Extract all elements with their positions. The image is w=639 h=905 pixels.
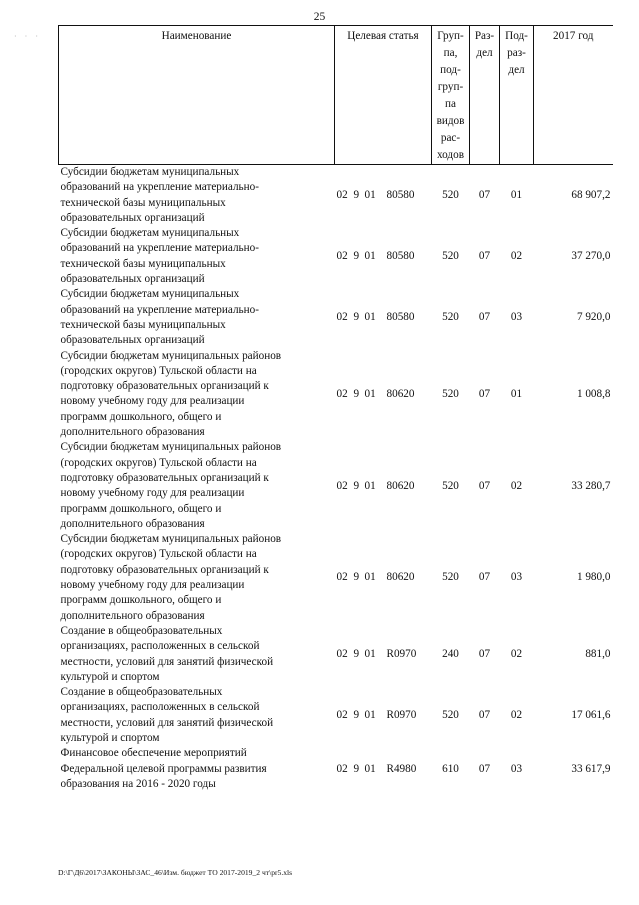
- row-target-article: [335, 685, 432, 746]
- row-section: 07: [478, 311, 491, 324]
- target-article-part: 01: [364, 188, 376, 201]
- row-name-line: подготовку образовательных организаций к: [60, 471, 269, 484]
- row-group: 240: [442, 647, 459, 660]
- row-subsection: 02: [510, 479, 523, 492]
- row-name-line: Субсидии бюджетам муниципальных районов: [60, 349, 282, 362]
- subsection-line: Под-: [505, 30, 528, 42]
- row-name-line: технической базы муниципальных: [60, 257, 226, 270]
- table-row: [59, 532, 613, 624]
- target-article-part: 01: [364, 479, 376, 492]
- row-name: [59, 685, 335, 746]
- row-name-line: новому учебному году для реализации: [60, 395, 245, 408]
- row-name-line: (городских округов) Тульской области на: [60, 456, 257, 469]
- row-section: 07: [478, 647, 491, 660]
- target-article-part: 01: [364, 709, 376, 722]
- group-line: па,: [443, 47, 458, 59]
- row-name: [59, 624, 335, 685]
- target-article-part: 80620: [386, 479, 415, 492]
- header-name: Наименование: [59, 26, 335, 165]
- row-name-line: образований на укрепление материально-: [60, 181, 259, 194]
- table-row: [59, 349, 613, 441]
- row-section: 07: [478, 709, 491, 722]
- header-group: [432, 26, 470, 165]
- row-name: [59, 532, 335, 624]
- target-article-part: R0970: [386, 709, 417, 722]
- row-amount: 7 920,0: [576, 311, 611, 324]
- row-name-line: подготовку образовательных организаций к: [60, 380, 269, 393]
- target-article-part: 02: [336, 647, 348, 660]
- target-article-part: 01: [364, 311, 376, 324]
- row-section: 07: [478, 571, 491, 584]
- row-name-line: новому учебному году для реализации: [60, 487, 245, 500]
- row-group: 520: [442, 188, 459, 201]
- row-name-line: организациях, расположенных в сельской: [60, 701, 260, 714]
- row-name-line: образования на 2016 - 2020 годы: [60, 777, 216, 790]
- budget-table: [58, 25, 613, 792]
- target-article-part: 80620: [386, 571, 415, 584]
- row-target-article: [335, 165, 432, 227]
- row-target-article: [335, 226, 432, 287]
- row-name-line: образований на укрепление материально-: [60, 242, 259, 255]
- target-article-part: 9: [353, 387, 360, 400]
- row-name-line: программ дошкольного, общего и: [60, 502, 222, 515]
- table-row: [59, 624, 613, 685]
- row-subsection: 03: [510, 762, 523, 775]
- row-name-line: (городских округов) Тульской области на: [60, 364, 257, 377]
- target-article-part: 02: [336, 709, 348, 722]
- subsection-line: раз-: [507, 47, 526, 59]
- target-article-part: 01: [364, 762, 376, 775]
- target-article-part: 02: [336, 571, 348, 584]
- subsection-line: дел: [508, 64, 525, 76]
- row-name-line: программ дошкольного, общего и: [60, 410, 222, 423]
- row-target-article: [335, 440, 432, 532]
- target-article-part: 9: [353, 188, 360, 201]
- row-section: 07: [478, 250, 491, 263]
- table-row: [59, 685, 613, 746]
- group-line: Груп-: [437, 30, 464, 42]
- row-subsection: 03: [510, 571, 523, 584]
- row-name: [59, 746, 335, 792]
- row-name-line: культурой и спортом: [60, 670, 160, 683]
- row-name-line: культурой и спортом: [60, 731, 160, 744]
- target-article-part: 02: [336, 188, 348, 201]
- target-article-part: 9: [353, 647, 360, 660]
- table-row: [59, 440, 613, 532]
- row-section: 07: [478, 762, 491, 775]
- row-section: 07: [478, 387, 491, 400]
- file-path-footer: D:\Г\Д6\2017\ЗАКОНЫ\ЗАС_46\Изм. бюджет ТО 2017-2019_2 чт\pr5.xls: [58, 868, 293, 877]
- row-name-line: Субсидии бюджетам муниципальных: [60, 166, 240, 178]
- scan-specks: · · ·: [14, 32, 41, 41]
- row-name-line: Субсидии бюджетам муниципальных: [60, 227, 240, 240]
- row-name-line: Субсидии бюджетам муниципальных районов: [60, 441, 282, 454]
- row-name-line: Создание в общеобразовательных: [60, 686, 223, 699]
- row-name: [59, 287, 335, 348]
- row-group: 520: [442, 387, 459, 400]
- table-row: [59, 226, 613, 287]
- row-group: 520: [442, 250, 459, 263]
- target-article-part: 9: [353, 709, 360, 722]
- row-subsection: 03: [510, 311, 523, 324]
- header-target: Целевая статья: [335, 26, 432, 165]
- row-name-line: подготовку образовательных организаций к: [60, 563, 269, 576]
- target-article-part: 01: [364, 571, 376, 584]
- row-section: 07: [478, 479, 491, 492]
- target-article-part: 01: [364, 250, 376, 263]
- row-target-article: [335, 746, 432, 792]
- row-name: [59, 349, 335, 441]
- row-name-line: программ дошкольного, общего и: [60, 594, 222, 607]
- header-year: 2017 год: [534, 26, 613, 165]
- target-article-part: R0970: [386, 647, 417, 660]
- row-name-line: новому учебному году для реализации: [60, 579, 245, 592]
- row-name-line: образовательных организаций: [60, 334, 205, 347]
- row-name-line: образовательных организаций: [60, 273, 205, 286]
- row-target-article: [335, 532, 432, 624]
- row-amount: 37 270,0: [571, 250, 611, 263]
- row-name-line: образовательных организаций: [60, 211, 205, 224]
- row-amount: 33 280,7: [571, 479, 611, 492]
- group-line: под-: [440, 64, 461, 76]
- target-article-part: 80620: [386, 387, 415, 400]
- row-name-line: Субсидии бюджетам муниципальных: [60, 288, 240, 301]
- page-number: 25: [313, 11, 326, 23]
- target-article-part: 9: [353, 571, 360, 584]
- target-article-part: 80580: [386, 188, 415, 201]
- row-name-line: организациях, расположенных в сельской: [60, 640, 260, 653]
- row-name-line: технической базы муниципальных: [60, 196, 226, 209]
- row-name: [59, 226, 335, 287]
- row-subsection: 02: [510, 250, 523, 263]
- row-amount: 881,0: [585, 647, 611, 660]
- row-name-line: образований на укрепление материально-: [60, 303, 259, 316]
- row-amount: 17 061,6: [571, 709, 611, 722]
- group-line: ходов: [436, 149, 464, 161]
- target-article-part: 02: [336, 311, 348, 324]
- group-line: рас-: [440, 132, 461, 144]
- row-name-line: Федеральной целевой программы развития: [60, 762, 267, 775]
- row-subsection: 02: [510, 647, 523, 660]
- target-article-part: 9: [353, 250, 360, 263]
- row-name-line: дополнительного образования: [60, 517, 205, 530]
- target-article-part: 02: [336, 387, 348, 400]
- target-article-part: 80580: [386, 311, 415, 324]
- row-name-line: дополнительного образования: [60, 609, 205, 622]
- row-target-article: [335, 287, 432, 348]
- row-subsection: 01: [510, 188, 523, 201]
- row-name-line: Создание в общеобразовательных: [60, 624, 223, 637]
- table-row: [59, 746, 613, 792]
- row-name-line: дополнительного образования: [60, 426, 205, 439]
- row-subsection: 01: [510, 387, 523, 400]
- section-line: дел: [476, 47, 493, 59]
- row-section: 07: [478, 188, 491, 201]
- row-name-line: (городских округов) Тульской области на: [60, 548, 257, 561]
- header-subsection: [500, 26, 534, 165]
- target-article-part: 9: [353, 311, 360, 324]
- row-target-article: [335, 624, 432, 685]
- table-row: [59, 287, 613, 348]
- row-name-line: Субсидии бюджетам муниципальных районов: [60, 533, 282, 546]
- group-line: па: [445, 98, 456, 110]
- row-name: [59, 440, 335, 532]
- row-name: [59, 165, 335, 227]
- target-article-part: 9: [353, 762, 360, 775]
- row-group: 520: [442, 709, 459, 722]
- row-group: 610: [442, 762, 459, 775]
- header-section: [470, 26, 500, 165]
- section-line: Раз-: [474, 30, 495, 42]
- target-article-part: 01: [364, 387, 376, 400]
- row-group: 520: [442, 311, 459, 324]
- row-subsection: 02: [510, 709, 523, 722]
- table-header-row: [59, 26, 613, 165]
- group-line: видов: [436, 115, 465, 127]
- target-article-part: 02: [336, 250, 348, 263]
- row-amount: 1 008,8: [576, 387, 611, 400]
- row-amount: 1 980,0: [576, 571, 611, 584]
- target-article-part: 01: [364, 647, 376, 660]
- row-amount: 68 907,2: [571, 188, 611, 201]
- row-name-line: местности, условий для занятий физической: [60, 655, 274, 668]
- target-article-part: 80580: [386, 250, 415, 263]
- table-row: [59, 165, 613, 227]
- target-article-part: 02: [336, 762, 348, 775]
- row-group: 520: [442, 479, 459, 492]
- row-target-article: [335, 349, 432, 441]
- row-amount: 33 617,9: [571, 762, 611, 775]
- row-name-line: Финансовое обеспечение мероприятий: [60, 747, 247, 760]
- target-article-part: 02: [336, 479, 348, 492]
- target-article-part: 9: [353, 479, 360, 492]
- row-group: 520: [442, 571, 459, 584]
- group-line: груп-: [437, 81, 464, 93]
- target-article-part: R4980: [386, 762, 417, 775]
- row-name-line: технической базы муниципальных: [60, 318, 226, 331]
- row-name-line: местности, условий для занятий физической: [60, 716, 274, 729]
